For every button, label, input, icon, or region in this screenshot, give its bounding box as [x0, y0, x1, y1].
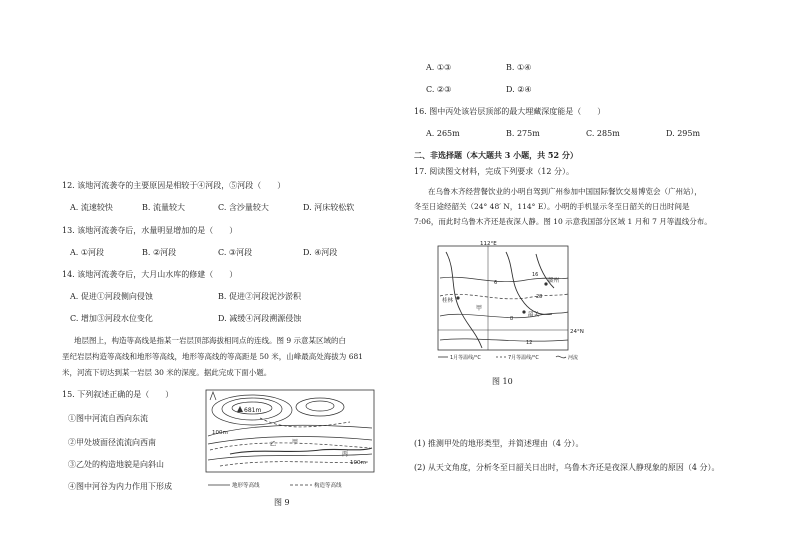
q16-option-c: C. 285m: [586, 129, 620, 138]
point-jia-label: 甲: [292, 439, 299, 446]
figure-9-map: [200, 388, 380, 500]
figure-10-caption: 图 10: [492, 377, 513, 386]
question-17-stem: 17. 阅读图文材料，完成下列要求（12 分）。: [414, 167, 574, 176]
figure-10-map: [436, 240, 606, 364]
legend-river-label: 河流: [568, 355, 579, 361]
q15-statement-4: ④图中河谷为内力作用下形成: [68, 482, 172, 491]
question-16-stem: 16. 图中丙处该岩层顶部的最大埋藏深度能是（ ）: [414, 107, 606, 116]
peak-triangle-icon: [237, 406, 243, 412]
legend-july-label: 7月等温线/°C: [508, 355, 539, 361]
q12-option-c: C. 含沙量较大: [218, 203, 269, 212]
q15-option-d: D. ②④: [506, 85, 532, 94]
river-line: [230, 448, 372, 454]
city-marker-icon: [544, 282, 547, 285]
isotherm-value-label: 8: [510, 316, 514, 322]
point-bing-label: 丙: [342, 451, 349, 458]
contour-label-left: 100m: [212, 430, 228, 436]
isotherm-value-label: 12: [526, 340, 533, 346]
q16-option-a: A. 265m: [426, 129, 460, 138]
legend-january-label: 1月等温线/°C: [450, 355, 481, 361]
q12-option-b: B. 流量较大: [142, 203, 185, 212]
question-14-stem: 14. 该地河流袭夺后，大月山水库的修建（ ）: [62, 270, 238, 279]
q15-option-b: B. ①④: [506, 63, 532, 72]
q17-material-line-2: 冬至日途经韶关（24° 48′ N，114° E）。小明的手机显示冬至日韶关的日出时间是: [414, 202, 690, 211]
question-15-stem: 15. 下列叙述正确的是（ ）: [62, 390, 174, 399]
q16-option-b: B. 275m: [506, 129, 540, 138]
question-12-stem: 12. 该地河流袭夺的主要原因是相较于④河段，⑤河段（ ）: [62, 181, 286, 190]
q15-statement-1: ①图中河流自西向东流: [68, 414, 148, 423]
q15-option-c: C. ②③: [426, 85, 452, 94]
q14-option-c: C. 增加③河段水位变化: [70, 314, 153, 323]
legend-river-icon: [556, 356, 566, 358]
passage-line-3: 米，河流下切达到某一岩层 30 米的深度。据此完成下面小题。: [62, 368, 272, 377]
passage-line-2: 垩纪岩层构造等高线和地形等高线，地形等高线的等高距是 50 米，山峰最高处海拔为 681: [62, 352, 364, 361]
city-ganzhou-label: 赣州: [548, 278, 560, 284]
q13-option-c: C. ③河段: [218, 248, 253, 257]
isotherm-value-label: 28: [536, 294, 543, 300]
peak-elevation-label: 681m: [244, 407, 262, 414]
north-arrow-icon: [210, 392, 216, 400]
q13-option-b: B. ②河段: [142, 248, 177, 257]
q17-material-line-1: 在乌鲁木齐经营餐饮业的小明自驾到广州参加中国国际餐饮交易博览会（广州站），: [428, 187, 702, 196]
q14-option-d: D. 减缓④河段溯源侵蚀: [218, 314, 302, 323]
section-2-heading: 二、非选择题（本大题共 3 小题，共 52 分）: [414, 150, 578, 160]
point-yi-label: 乙: [270, 441, 277, 448]
q13-option-d: D. ④河段: [303, 248, 338, 257]
passage-line-1: 地层图上，构造等高线是指某一岩层顶部海拔相同点的连线。图 9 示意某区域的白: [74, 336, 347, 345]
legend-terrain-label: 地形等高线: [232, 483, 260, 489]
q12-option-d: D. 河床较松软: [303, 203, 355, 212]
q15-statement-3: ③乙处的构造地貌是向斜山: [68, 460, 164, 469]
city-guilin-label: 桂林: [442, 298, 454, 304]
q15-statement-2: ②甲处坡面径流流向西南: [68, 438, 156, 447]
january-isotherm: [440, 312, 568, 318]
contour-label-right: 100m: [350, 460, 366, 466]
q17-material-line-3: 7:06，而此时乌鲁木齐还是夜深人静。图 10 示意我国部分区域 1 月和 7 月等温线分布。: [414, 217, 712, 226]
city-marker-icon: [522, 310, 525, 313]
legend-structural-label: 构造等高线: [314, 483, 342, 489]
q14-option-b: B. 促进②河段泥沙淤积: [218, 292, 301, 301]
structural-contour: [220, 462, 368, 466]
q17-subquestion-2: (2) 从天文角度，分析冬至日韶关日出时，乌鲁木齐还是夜深人静现象的原因（4 分）。: [414, 463, 720, 472]
q13-option-a: A. ①河段: [70, 248, 105, 257]
january-isotherm: [440, 339, 568, 341]
q16-option-d: D. 295m: [666, 129, 701, 138]
longitude-label: 112°E: [480, 241, 497, 247]
q14-option-a: A. 促进①河段侧向侵蚀: [70, 292, 153, 301]
figure-9-caption: 图 9: [274, 498, 290, 507]
isotherm-value-label: 6: [494, 280, 498, 286]
question-13-stem: 13. 该地河流袭夺后，水量明显增加的是（ ）: [62, 226, 238, 235]
q15-option-a: A. ①③: [426, 63, 452, 72]
point-jia-label: 甲: [476, 305, 483, 312]
city-shaoguan-label: 韶关: [528, 312, 540, 318]
isotherm-value-label: 16: [532, 272, 539, 278]
terrain-contour: [306, 401, 334, 411]
structural-contour: [210, 443, 370, 450]
latitude-label: 24°N: [570, 329, 584, 335]
q17-subquestion-1: (1) 推测甲处的地形类型，并简述理由（4 分）。: [414, 439, 584, 448]
q12-option-a: A. 流速较快: [70, 203, 113, 212]
city-marker-icon: [456, 296, 459, 299]
